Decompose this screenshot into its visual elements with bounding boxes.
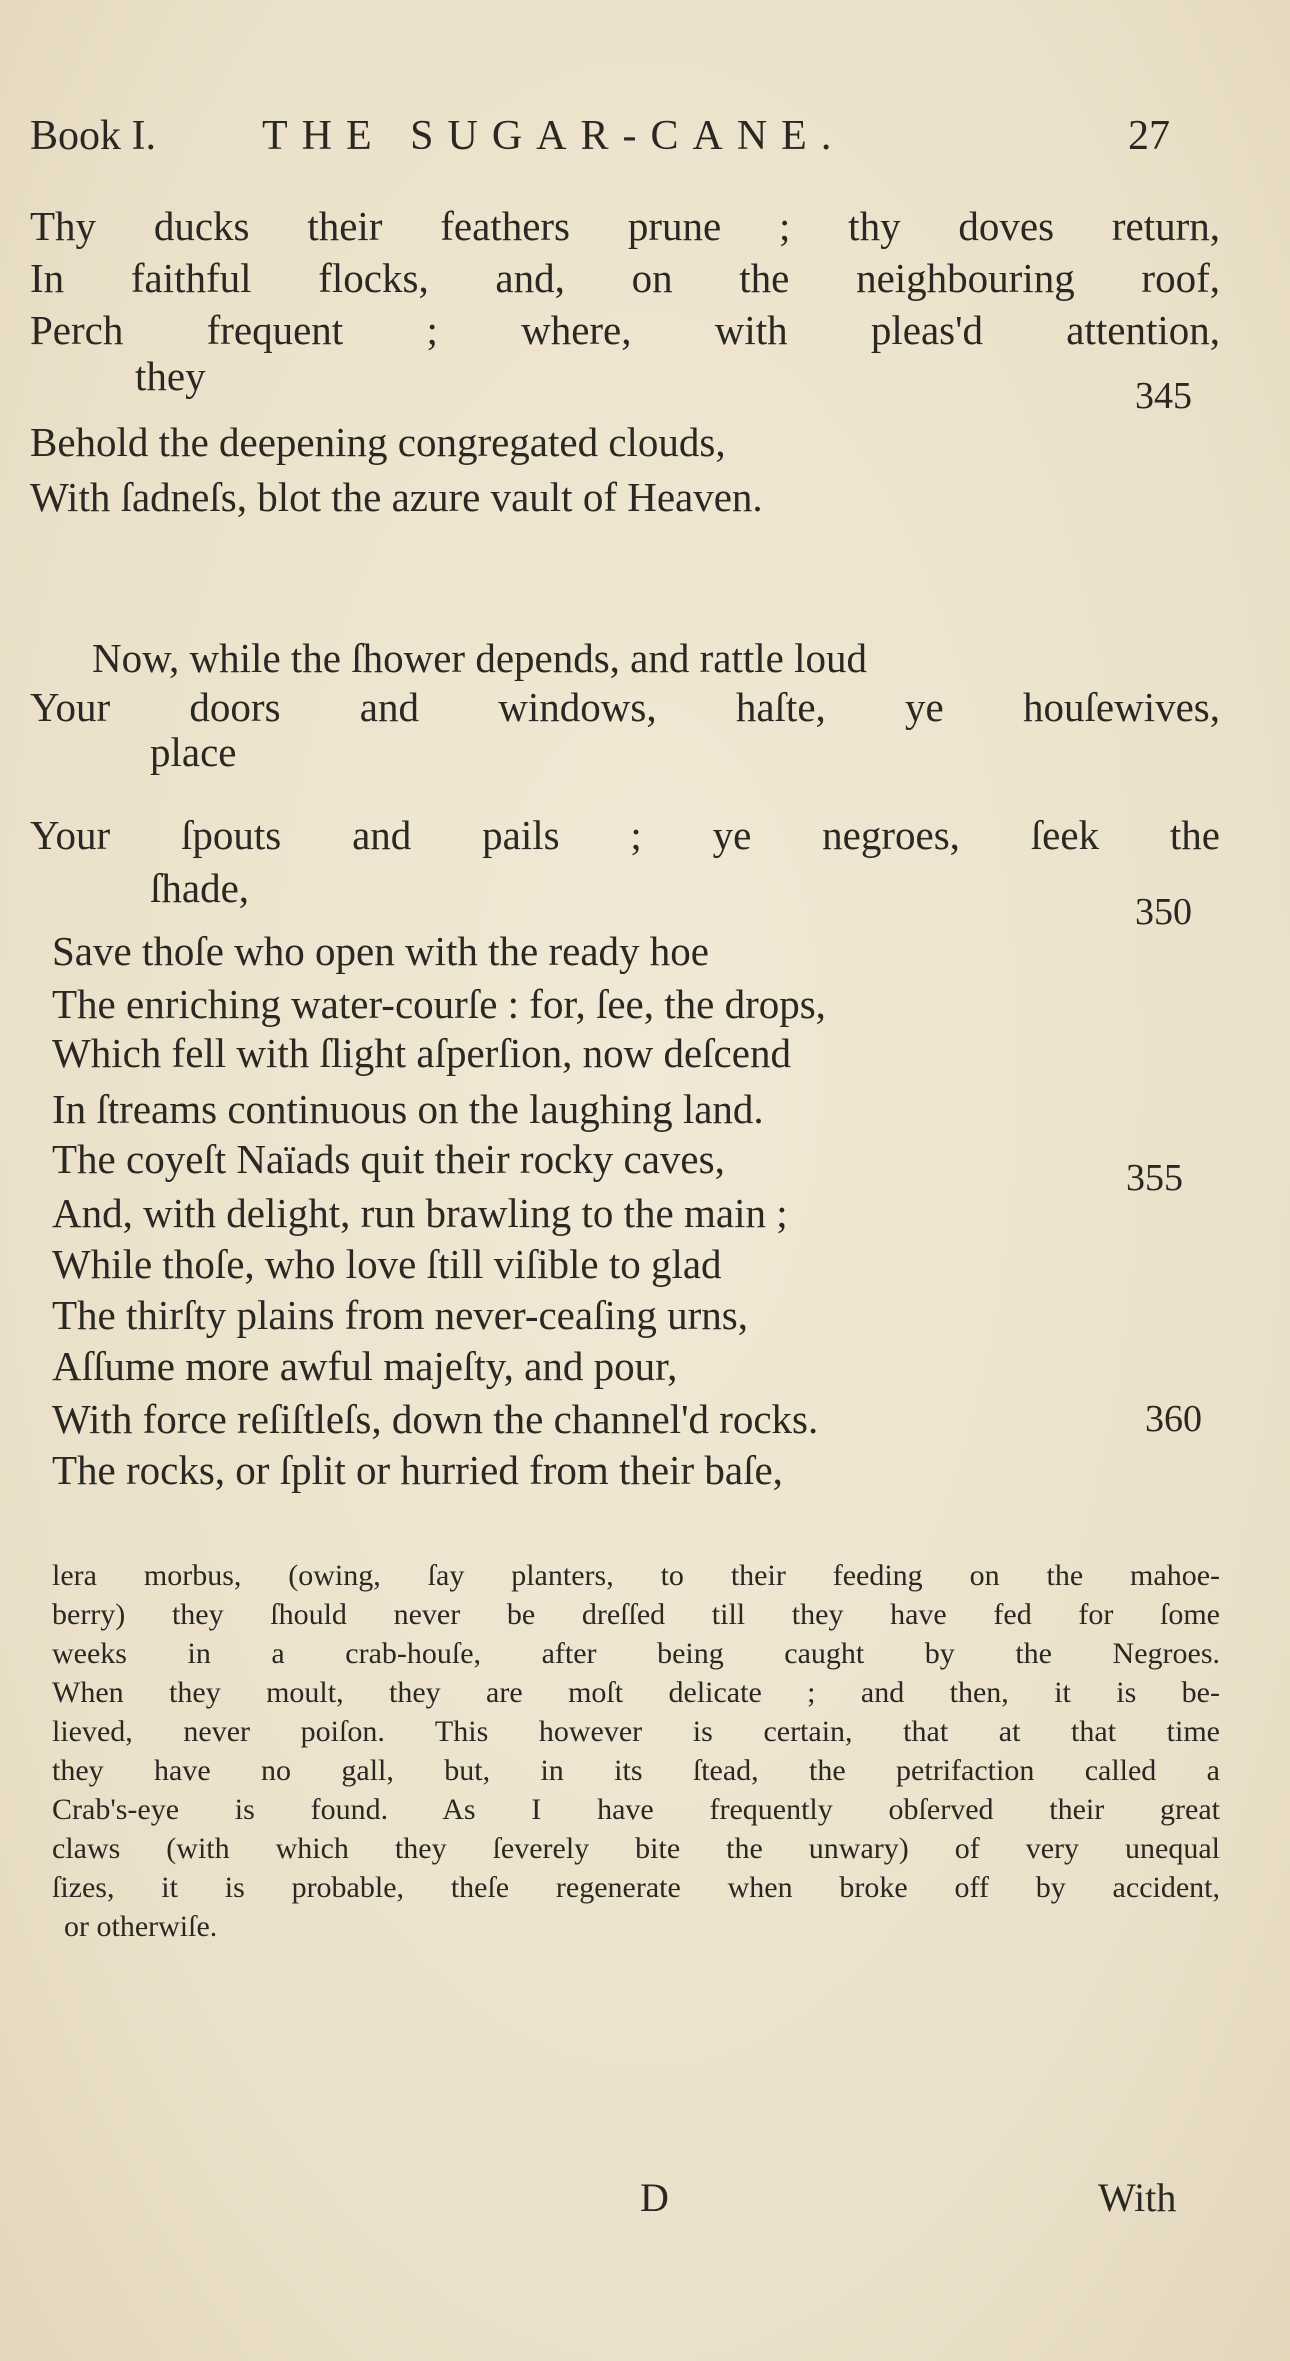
footnote-line: claws (with which they ſeverely bite the unwary) of very unequal	[52, 1832, 1220, 1865]
verse-line: With force reſiſtleſs, down the channel'd rocks.	[52, 1396, 819, 1442]
verse-line: In faithful flocks, and, on the neighbouring roof,	[30, 255, 1220, 301]
page-number: 27	[1128, 113, 1170, 159]
footnote-line: ſizes, it is probable, theſe regenerate when broke off by accident,	[52, 1871, 1220, 1904]
verse-line: Save thoſe who open with the ready hoe	[52, 928, 709, 974]
verse-line: The thirſty plains from never-ceaſing urns,	[52, 1292, 748, 1338]
verse-line: The enriching water-courſe : for, ſee, the drops,	[52, 981, 826, 1027]
verse-line: Behold the deepening congregated clouds,	[30, 419, 726, 465]
footnote-line: weeks in a crab-houſe, after being caught by the Negroes.	[52, 1637, 1220, 1670]
verse-line: In ſtreams continuous on the laughing land.	[52, 1086, 764, 1132]
line-number: 360	[1145, 1398, 1202, 1440]
verse-line: Thy ducks their feathers prune ; thy doves return,	[30, 203, 1220, 249]
verse-line: Which fell with ſlight aſperſion, now deſcend	[52, 1030, 791, 1076]
verse-line: Your ſpouts and pails ; ye negroes, ſeek the	[30, 812, 1220, 858]
running-head-book: Book I.	[30, 113, 156, 159]
catchword: With	[1098, 2175, 1177, 2220]
line-number: 350	[1135, 891, 1192, 933]
footnote-line: or otherwiſe.	[64, 1910, 218, 1943]
footnote-line: berry) they ſhould never be dreſſed till they have fed for ſome	[52, 1598, 1220, 1631]
footnote-line: When they moult, they are moſt delicate ; and then, it is be-	[52, 1676, 1220, 1709]
verse-line: And, with delight, run brawling to the main ;	[52, 1190, 788, 1236]
verse-line: Aſſume more awful majeſty, and pour,	[52, 1343, 678, 1389]
footnote-line: lieved, never poiſon. This however is certain, that at that time	[52, 1715, 1220, 1748]
footnote-line: they have no gall, but, in its ſtead, the petrifaction called a	[52, 1754, 1220, 1787]
verse-line: they	[135, 353, 206, 399]
verse-line: Perch frequent ; where, with pleas'd attention,	[30, 307, 1220, 353]
verse-line: The coyeſt Naïads quit their rocky caves,	[52, 1136, 725, 1182]
line-number: 355	[1126, 1157, 1183, 1199]
signature-mark: D	[640, 2175, 669, 2220]
verse-line: Now, while the ſhower depends, and rattle loud	[92, 635, 867, 681]
verse-line: While thoſe, who love ſtill viſible to glad	[52, 1241, 722, 1287]
verse-line: place	[150, 729, 237, 775]
footnote-line: lera morbus, (owing, ſay planters, to their feeding on the mahoe-	[52, 1559, 1220, 1592]
footnote-line: Crab's-eye is found. As I have frequently obſerved their great	[52, 1793, 1220, 1826]
verse-line: Your doors and windows, haſte, ye houſewives,	[30, 684, 1220, 730]
running-head-title: THE SUGAR-CANE.	[262, 113, 846, 159]
verse-line: With ſadneſs, blot the azure vault of Heaven.	[30, 474, 763, 520]
verse-line: The rocks, or ſplit or hurried from their baſe,	[52, 1447, 783, 1493]
verse-line: ſhade,	[150, 865, 250, 911]
line-number: 345	[1135, 375, 1192, 417]
